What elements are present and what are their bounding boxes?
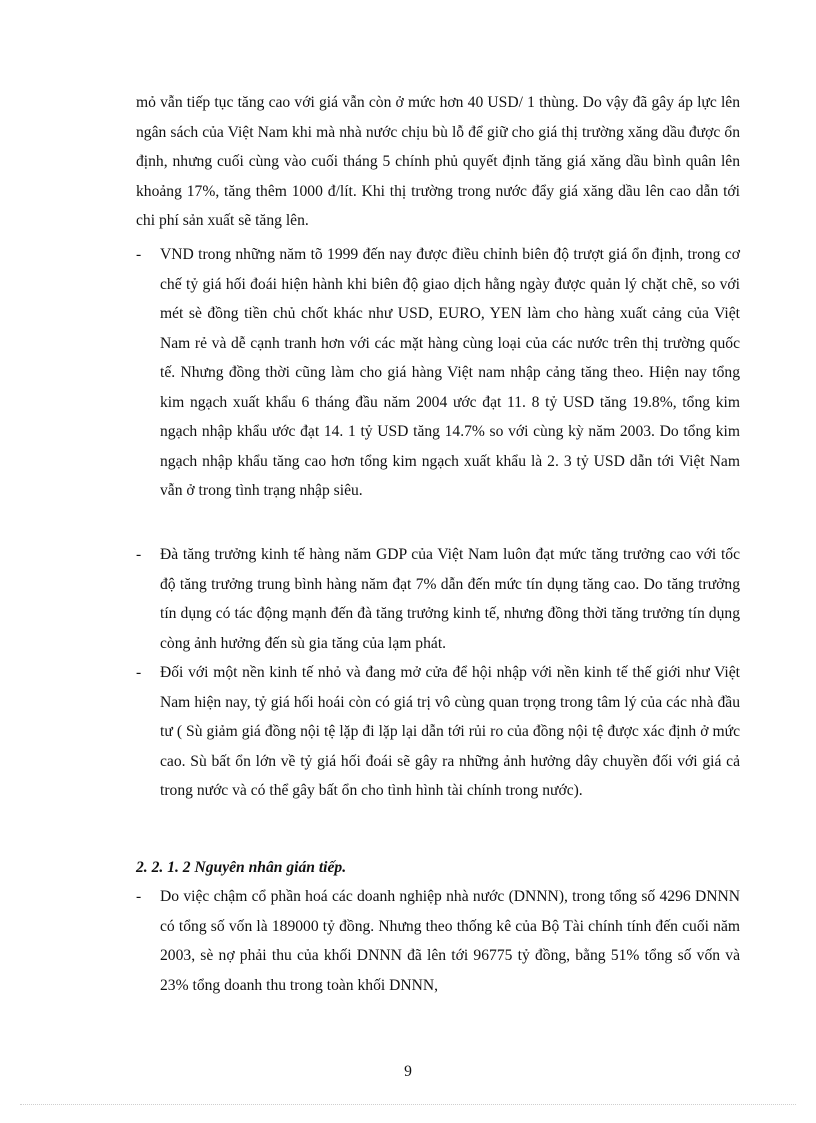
page-number: 9 [404,1063,412,1080]
footer-divider [20,1104,796,1105]
bullet-text-investor-psychology: Đối với một nền kinh tế nhỏ và đang mở cửa để hội nhập với nền kinh tế thế giới như Việt Nam hiện nay, tỷ giá hối hoái còn có giá trị vô cùng quan trọng trong tâm lý của các nhà đầu tư ( Sù giảm giá đồng nội tệ lặp đi lặp lại dẫn tới rủi ro của đồng nội tệ được xác định ở mức cao. Sù bất ổn lớn về tỷ giá hối đoái sẽ gây ra những ảnh hưởng dây chuyền đối với giá cả trong nước và có thể gây bất ổn cho tình hình tài chính trong nước). [160,664,740,799]
bullet-text-gdp-growth: Đà tăng trưởng kinh tế hàng năm GDP của Việt Nam luôn đạt mức tăng trưởng cao với tốc độ tăng trưởng trung bình hàng năm đạt 7% dẫn đến mức tín dụng tăng cao. Do tăng trưởng tín dụng có tác động mạnh đến đà tăng trưởng kinh tế, nhưng đồng thời tăng trưởng tín dụng còng ảnh hưởng đến sù gia tăng của lạm phát. [160,546,740,652]
list-item [136,882,740,1000]
list-item [136,240,740,506]
bullet-text-exchange-rate: VND trong những năm tõ 1999 đến nay được điều chỉnh biên độ trượt giá ổn định, trong cơ chế tỷ giá hối đoái hiện hành khi biên độ giao dịch hằng ngày được quản lý chặt chẽ, so với mét sè đồng tiền chủ chốt khác như USD, EURO, YEN làm cho hàng xuất cảng của Việt Nam rẻ và dễ cạnh tranh hơn với các mặt hàng cùng loại của các nước trên thị trường quốc tế. Nhưng đồng thời cũng làm cho giá hàng Việt nam nhập cảng tăng theo. Hiện nay tổng kim ngạch xuất khẩu 6 tháng đầu năm 2004 ước đạt 11. 8 tỷ USD tăng 19.8%, tổng kim ngạch nhập khẩu ước đạt 14. 1 tỷ USD tăng 14.7% so với cùng kỳ năm 2003. Do tổng kim ngạch nhập khẩu tăng cao hơn tổng kim ngạch xuất khẩu là 2. 3 tỷ USD dẫn tới Việt Nam vẫn ở trong tình trạng nhập siêu. [160,246,740,499]
bullet-dash: - [136,664,142,681]
list-item [136,658,740,806]
list-item [136,540,740,658]
bullet-dash: - [136,246,142,263]
bullet-dash: - [136,546,142,563]
section-heading: 2. 2. 1. 2 Nguyên nhân gián tiếp. [136,859,347,876]
intro-paragraph: mỏ vẫn tiếp tục tăng cao với giá vẫn còn ở mức hơn 40 USD/ 1 thùng. Do vậy đã gây áp lực lên ngân sách của Việt Nam khi mà nhà nước chịu bù lỗ để giữ cho giá thị trường xăng dầu được ổn định, nhưng cuối cùng vào cuối tháng 5 chính phủ quyết định tăng giá xăng dầu bình quân lên khoảng 17%, tăng thêm 1000 đ/lít. Khi thị trường trong nước đẩy giá xăng dầu lên cao dẫn tới chi phí sản xuất sẽ tăng lên. [136,94,740,229]
bullet-text-equitization: Do việc chậm cổ phần hoá các doanh nghiệp nhà nước (DNNN), trong tổng số 4296 DNNN có tổng số vốn là 189000 tỷ đồng. Nhưng theo thống kê của Bộ Tài chính tính đến cuối năm 2003, sè nợ phải thu của khối DNNN đã lên tới 96775 tỷ đồng, bằng 51% tổng số vốn và 23% tổng doanh thu trong toàn khối DNNN, [160,888,740,994]
bullet-dash: - [136,888,142,905]
